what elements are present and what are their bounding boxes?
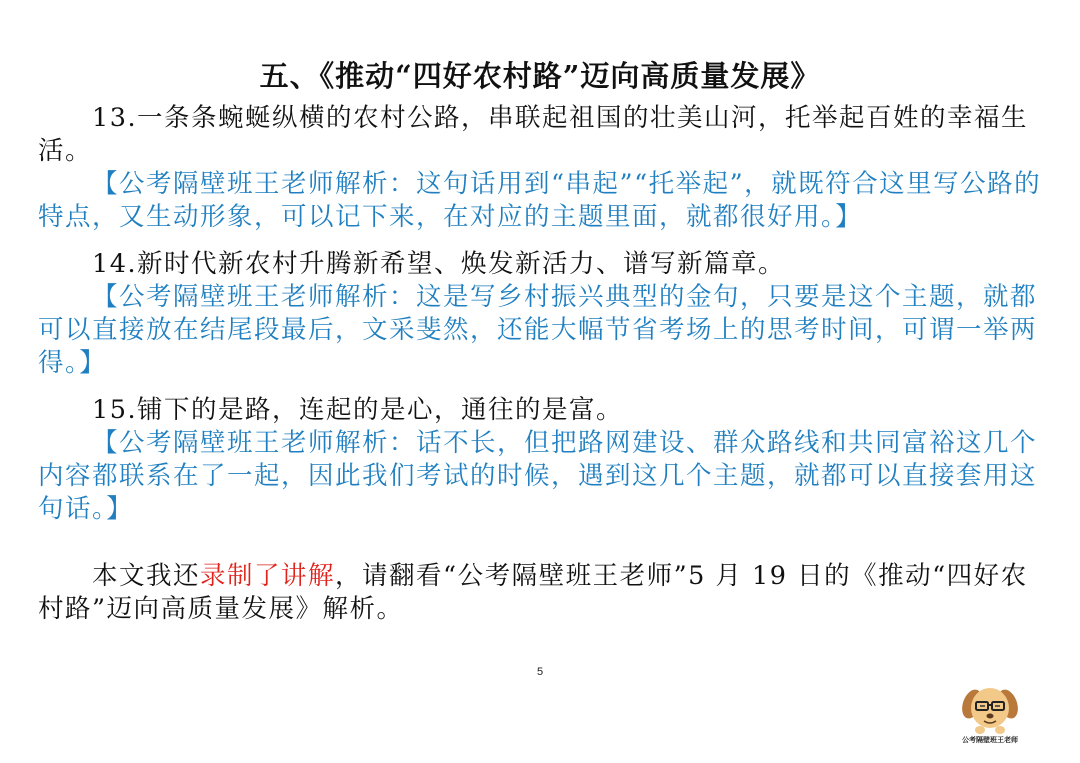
analysis-15: 【公考隔壁班王老师解析：话不长，但把路网建设、群众路线和共同富裕这几个内容都联系在了一起，因此我们考试的时候，遇到这几个主题，就都可以直接套用这句话。】 — [38, 428, 1038, 524]
quote-13: 13.一条条蜿蜒纵横的农村公路，串联起祖国的壮美山河，托举起百姓的幸福生活。 — [38, 103, 1029, 166]
quote-15: 15.铺下的是路，连起的是心，通往的是富。 — [92, 395, 624, 425]
section-title: 五、《推动“四好农村路”迈向高质量发展》 — [259, 59, 821, 93]
page-number: 5 — [536, 666, 544, 678]
dog-mascot-icon — [950, 680, 1030, 736]
spacer — [38, 234, 1042, 248]
quote-14: 14.新时代新农村升腾新希望、焕发新活力、谱写新篇章。 — [92, 249, 786, 279]
author-logo — [950, 680, 1030, 750]
closing-paragraph — [38, 560, 1042, 626]
document-page — [38, 56, 1042, 626]
analysis-14: 【公考隔壁班王老师解析：这是写乡村振兴典型的金句，只要是这个主题，就都可以直接放在结尾段最后，文采斐然，还能大幅节省考场上的思考时间，可谓一举两得。】 — [38, 282, 1038, 378]
logo-caption: 公考隔壁班王老师 — [962, 737, 1018, 744]
closing-text-after: ，请翻看“公考隔壁班王老师”5 月 19 日的《推动“四好农村路”迈向高质量发展》解析。 — [38, 561, 1028, 624]
spacer — [38, 526, 1042, 560]
closing-text-before: 本文我还 — [92, 561, 201, 591]
recorded-explanation-highlight: 录制了讲解 — [200, 561, 336, 591]
analysis-13: 【公考隔壁班王老师解析：这句话用到“串起”“托举起”，就既符合这里写公路的特点，又生动形象，可以记下来，在对应的主题里面，就都很好用。】 — [38, 169, 1042, 232]
spacer — [38, 380, 1042, 394]
